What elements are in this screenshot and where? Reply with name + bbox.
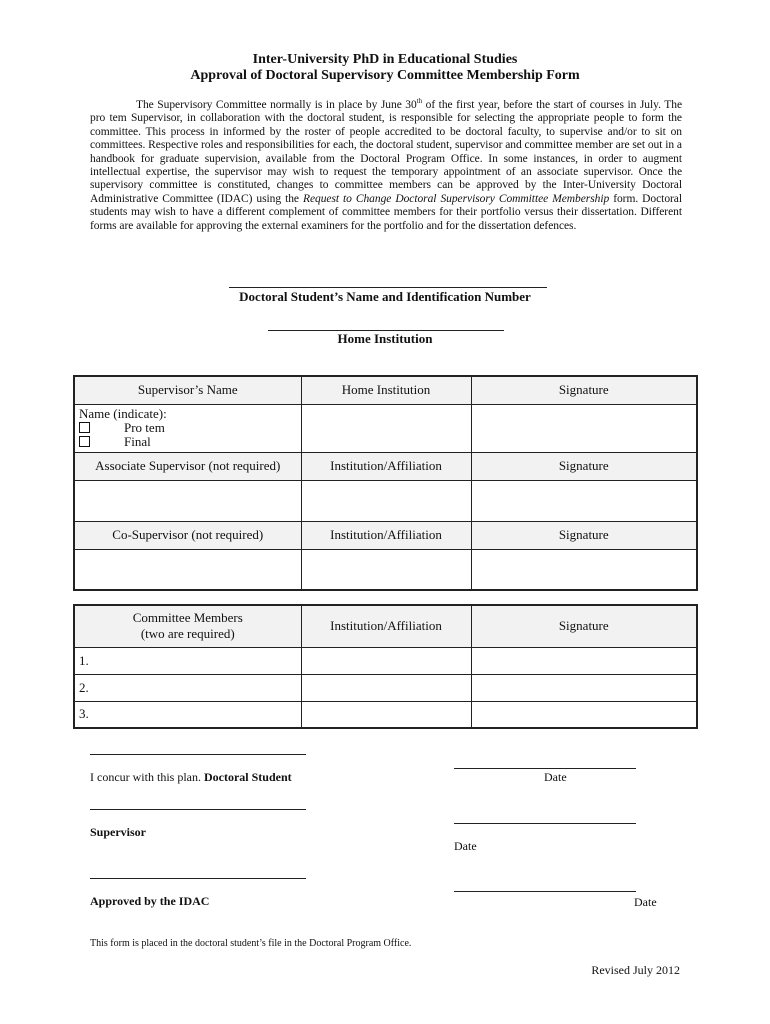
doctoral-student-label: Doctoral Student — [203, 770, 292, 784]
supervisor-signature-line[interactable] — [90, 809, 306, 810]
supervisor-date-label: Date — [454, 839, 477, 853]
pro-tem-label: Pro tem — [124, 419, 165, 435]
idac-signature-line[interactable] — [90, 878, 306, 879]
supervisor-table — [73, 375, 698, 591]
co-signature-cell[interactable] — [471, 549, 697, 590]
co-supervisor-header: Co-Supervisor (not required) — [74, 521, 301, 549]
committee-institution-1[interactable] — [301, 647, 471, 674]
intro-form-name: Request to Change Doctoral Supervisory Committee Membership — [302, 192, 610, 205]
associate-supervisor-header: Associate Supervisor (not required) — [74, 452, 301, 480]
associate-signature-cell[interactable] — [471, 480, 697, 521]
final-label: Final — [124, 433, 151, 449]
co-institution-header: Institution/Affiliation — [301, 521, 471, 549]
idac-approval-label: Approved by the IDAC — [90, 894, 210, 908]
form-title: Inter-University PhD in Educational Studies — [252, 52, 518, 67]
committee-signature-2[interactable] — [471, 674, 697, 701]
concur-statement — [90, 770, 292, 785]
form-subtitle: Approval of Doctoral Supervisory Committee Membership Form — [190, 68, 580, 83]
footer-note: This form is placed in the doctoral student’s file in the Doctoral Program Office. — [90, 938, 412, 949]
committee-member-3[interactable]: 3. — [74, 701, 301, 728]
committee-institution-2[interactable] — [301, 674, 471, 701]
signature-header: Signature — [471, 376, 697, 404]
committee-table — [73, 604, 698, 729]
pro-tem-option[interactable] — [79, 421, 297, 435]
student-date-label: Date — [544, 770, 567, 784]
idac-date-line[interactable] — [454, 891, 636, 892]
committee-members-label: Committee Members — [132, 610, 243, 626]
committee-member-2[interactable]: 2. — [74, 674, 301, 701]
supervisor-name-cell[interactable] — [74, 404, 301, 452]
committee-institution-header: Institution/Affiliation — [301, 605, 471, 647]
co-institution-cell[interactable] — [301, 549, 471, 590]
student-date-line[interactable] — [454, 768, 636, 769]
committee-members-header — [74, 605, 301, 647]
associate-institution-header: Institution/Affiliation — [301, 452, 471, 480]
home-institution-header: Home Institution — [301, 376, 471, 404]
co-signature-header: Signature — [471, 521, 697, 549]
student-name-label: Doctoral Student’s Name and Identification Number — [239, 289, 531, 304]
intro-text-1: The Supervisory Committee normally is in place by June 30 — [136, 99, 417, 111]
supervisor-name-header: Supervisor’s Name — [74, 376, 301, 404]
co-supervisor-cell[interactable] — [74, 549, 301, 590]
supervisor-signature-cell[interactable] — [471, 404, 697, 452]
committee-member-1[interactable]: 1. — [74, 647, 301, 674]
student-signature-line[interactable] — [90, 754, 306, 755]
student-name-line[interactable] — [229, 287, 547, 288]
associate-supervisor-cell[interactable] — [74, 480, 301, 521]
supervisor-label: Supervisor — [90, 825, 147, 839]
name-indicate-label: Name (indicate): — [79, 405, 167, 421]
intro-text-3: form. Doctoral students may wish to have a different complement of committee members for their portfolio versus their dissertation. Different forms are available for approving the external examiners for the portfolio and for the dissertation defences. — [90, 192, 683, 232]
intro-superscript: th — [416, 97, 423, 106]
committee-signature-header: Signature — [471, 605, 697, 647]
pro-tem-checkbox[interactable] — [79, 422, 90, 433]
supervisor-date-line[interactable] — [454, 823, 636, 824]
committee-institution-3[interactable] — [301, 701, 471, 728]
supervisor-institution-cell[interactable] — [301, 404, 471, 452]
associate-institution-cell[interactable] — [301, 480, 471, 521]
associate-signature-header: Signature — [471, 452, 697, 480]
idac-date-label: Date — [634, 895, 657, 909]
home-institution-label: Home Institution — [337, 331, 433, 346]
final-option[interactable] — [79, 435, 297, 449]
final-checkbox[interactable] — [79, 436, 90, 447]
committee-required-note: (two are required) — [140, 626, 235, 642]
committee-signature-3[interactable] — [471, 701, 697, 728]
intro-paragraph — [90, 99, 682, 233]
concur-text: I concur with this plan. — [90, 770, 204, 784]
intro-text-2: of the first year, before the start of courses in July. The pro tem Supervisor, in collaboration with the doctoral student, is responsible for selecting the appropriate people to form the committee. This process in informed by the roster of people accredited to be doctoral faculty, to supervise and/or to sit on committees. Respective roles and responsibilities for each, the doctoral student, supervisor and committee member are set out in a handbook for graduate supervision, available from the Doctoral Program Office. In some instances, in order to augment intellectual expertise, the supervisor may wish to request the temporary appointment of an associate supervisor. Once the supervisory committee is constituted, changes to committee members can be approved by the Inter-University Doctoral Administrative Committee (IDAC) using the — [90, 99, 683, 205]
committee-signature-1[interactable] — [471, 647, 697, 674]
revision-date: Revised July 2012 — [591, 963, 680, 977]
